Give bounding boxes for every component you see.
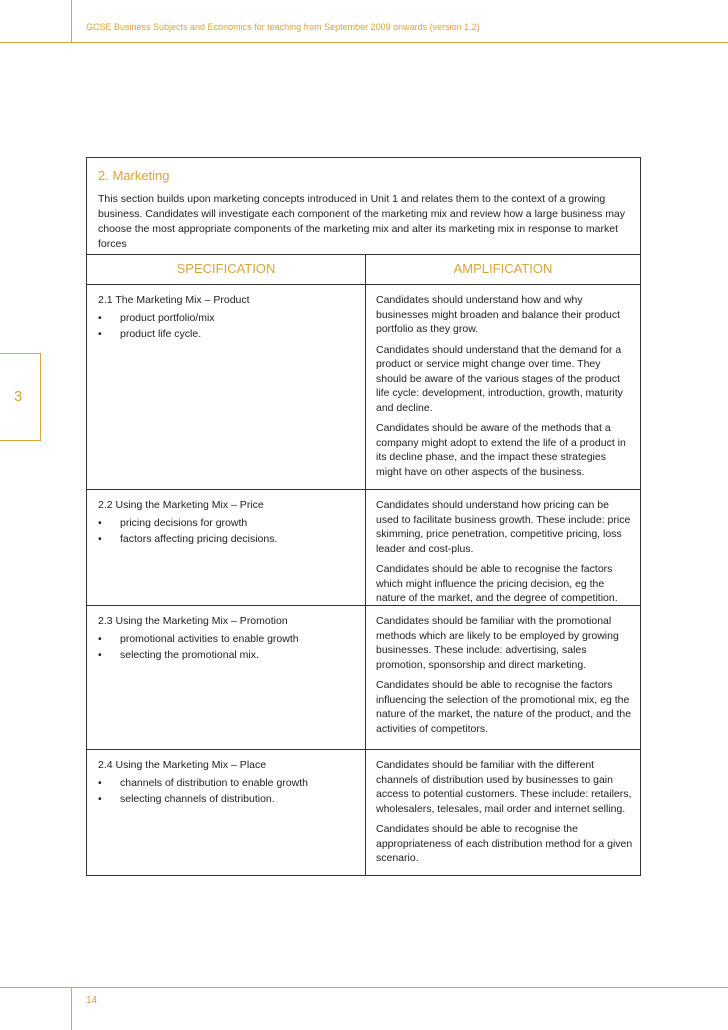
amplification-cell	[376, 614, 634, 742]
header-vertical-rule	[71, 0, 72, 42]
running-header: GCSE Business Subjects and Economics for teaching from September 2009 onwards (version 1.2)	[86, 22, 480, 32]
page-number: 14	[86, 995, 98, 1006]
footer-vertical-rule	[71, 987, 72, 1030]
spec-bullet-list	[98, 776, 358, 807]
amplification-paragraph: Candidates should be able to recognise the appropriateness of each distribution method for a given scenario.	[376, 823, 633, 864]
bullet-icon: •	[98, 777, 102, 789]
amplification-paragraph: Candidates should understand how and why businesses might broaden and balance their product portfolio as they grow.	[376, 294, 620, 335]
spec-heading: 2.1 The Marketing Mix – Product	[98, 294, 250, 306]
amplification-cell	[376, 293, 634, 485]
bullet-icon: •	[98, 633, 102, 645]
section-tab-number: 3	[14, 388, 23, 405]
section-intro	[87, 158, 640, 255]
amplification-paragraph: Candidates should understand that the demand for a product or service might change over time. They should be aware of the various stages of the product life cycle: development, introduction, growth, maturity and decline.	[376, 343, 623, 414]
bullet-icon: •	[98, 517, 102, 529]
specification-table	[86, 157, 641, 876]
list-item: • factors affecting pricing decisions.	[98, 533, 278, 545]
section-title: 2. Marketing	[98, 168, 170, 183]
list-item: • product life cycle.	[98, 328, 202, 340]
amplification-paragraph: Candidates should be able to recognise the factors influencing the selection of the promotional mix, eg the nature of the market, the nature of the product, and the activities of competitors.	[376, 679, 632, 735]
amplification-paragraph: Candidates should be familiar with the promotional methods which are likely to be employed by growing businesses. These include: advertising, sales promotion, sponsorship and direct marketing.	[376, 615, 619, 671]
amplification-paragraph: Candidates should be familiar with the different channels of distribution used by businesses to gain access to potential customers. These include: retailers, wholesalers, telesales, mail order and internet selling.	[376, 759, 632, 815]
column-header-row	[87, 254, 640, 285]
table-row	[87, 490, 640, 606]
amplification-cell	[376, 498, 634, 612]
spec-heading: 2.3 Using the Marketing Mix – Promotion	[98, 615, 288, 627]
specification-column-header: SPECIFICATION	[176, 261, 276, 276]
spec-heading: 2.2 Using the Marketing Mix – Price	[98, 499, 264, 511]
section-tab	[0, 353, 41, 441]
bullet-icon: •	[98, 328, 102, 340]
header-rule	[0, 42, 728, 43]
specification-cell	[98, 498, 358, 548]
table-row	[87, 285, 640, 490]
list-item: • channels of distribution to enable growth	[98, 777, 308, 789]
specification-cell	[98, 614, 358, 664]
list-item: • selecting channels of distribution.	[98, 793, 275, 805]
specification-cell	[98, 293, 358, 343]
spec-bullet-list	[98, 632, 358, 663]
bullet-icon: •	[98, 793, 102, 805]
amplification-paragraph: Candidates should be able to recognise the factors which might influence the pricing decision, eg the nature of the market, and the degree of competition.	[376, 563, 618, 604]
amplification-column-header: AMPLIFICATION	[453, 261, 553, 276]
table-row	[87, 606, 640, 750]
table-row	[87, 750, 640, 875]
section-intro-text: This section builds upon marketing concepts introduced in Unit 1 and relates them to the context of a growing business. Candidates will investigate each component of the marketing mix and review how a large business may choose the most appropriate components of the marketing mix and alter its marketing mix in response to market forces	[98, 193, 626, 250]
spec-heading: 2.4 Using the Marketing Mix – Place	[98, 759, 267, 771]
bullet-icon: •	[98, 649, 102, 661]
amplification-paragraph: Candidates should be aware of the methods that a company might adopt to extend the life of a product in its decline phase, and the impact these strategies might have on other aspects of the business.	[376, 422, 626, 478]
spec-bullet-list	[98, 311, 358, 342]
footer-rule	[0, 987, 728, 988]
list-item: • product portfolio/mix	[98, 312, 215, 324]
list-item: • promotional activities to enable growth	[98, 633, 299, 645]
amplification-paragraph: Candidates should understand how pricing can be used to facilitate business growth. These include: price skimming, price penetration, competitive pricing, loss leader and cost-plus.	[376, 499, 631, 555]
list-item: • pricing decisions for growth	[98, 517, 248, 529]
spec-bullet-list	[98, 516, 358, 547]
bullet-icon: •	[98, 533, 102, 545]
specification-cell	[98, 758, 358, 808]
list-item: • selecting the promotional mix.	[98, 649, 259, 661]
bullet-icon: •	[98, 312, 102, 324]
amplification-cell	[376, 758, 634, 872]
